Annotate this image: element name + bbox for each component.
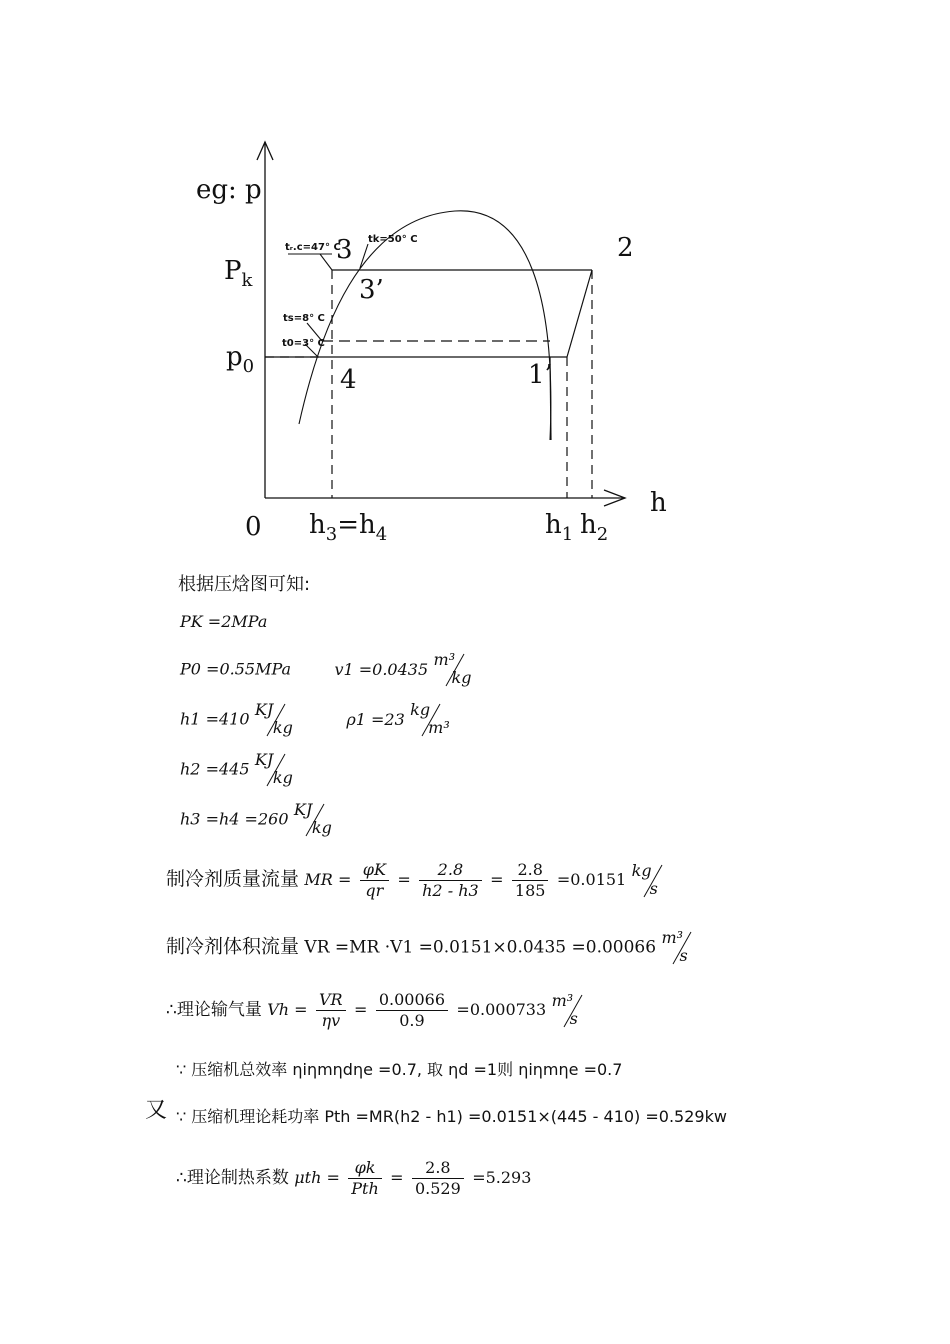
- h3-h4-row: h3 =h4 =260 KJ kg: [180, 802, 340, 838]
- point-2-label: 2: [617, 233, 634, 263]
- p0-v1-row: P0 =0.55MPa v1 =0.0435 m³ kg: [180, 652, 480, 688]
- theo-unit: m³ s: [552, 993, 598, 1029]
- y-axis-label: eg: p: [196, 175, 262, 205]
- h1-rho-row: h1 =410 KJ kg ρ1 =23 kg m³: [180, 702, 456, 738]
- ts-label: ts=8° C: [283, 313, 325, 324]
- h2-unit: KJ kg: [254, 750, 293, 787]
- pk-value: PK =2MPa: [180, 612, 268, 631]
- tk-leader: [360, 244, 368, 268]
- t0-label: t0=3° C: [282, 338, 325, 349]
- vol-unit: m³ s: [661, 930, 707, 966]
- h34-unit: KJ kg: [293, 800, 332, 837]
- point-3-label: 3: [336, 235, 353, 265]
- pressure-enthalpy-diagram: [0, 0, 950, 560]
- point-1prime-label: 1’: [528, 360, 553, 390]
- cop-row: ∴理论制热系数 μth = $\frac{\varphi k}{\text{Pth}}$ = $\frac{2.8}{0.529}$ =5.293: [176, 1158, 532, 1198]
- mass-flow-row: 制冷剂质量流量 MR = $\frac{\varphi K}{qr}$ = $\frac{2.8}{h2 - h3}$ = $\frac{2.8}{185}$ =0.0151 kg s: [166, 860, 678, 901]
- origin-label: 0: [245, 512, 262, 542]
- h2-label: $h_2$: [580, 510, 609, 545]
- mass-unit: kg s: [632, 863, 678, 899]
- pk-label: $P_k$: [224, 256, 253, 291]
- p0-label: $p_0$: [226, 342, 255, 377]
- power-row: ∵ 压缩机理论耗功率 Pth =MR(h2 - h1) =0.0151×(445 - 410) =0.529kw: [176, 1107, 727, 1126]
- theoretical-displacement-row: ∴理论输气量 Vh = $\frac{VR}{\eta v}$ = $\frac{0.00066}{0.9}$ =0.000733 m³ s: [166, 990, 598, 1031]
- h2-row: h2 =445 KJ kg: [180, 752, 301, 788]
- h1-unit: KJ kg: [254, 700, 293, 737]
- intro-text: 根据压焓图可知:: [178, 574, 311, 595]
- trc-label: tᵣ.c=47° C: [285, 242, 341, 253]
- h3-h4-label: $h_3=h_4$: [309, 510, 388, 545]
- volume-flow-row: 制冷剂体积流量 VR =MR ·V1 =0.0151×0.0435 =0.00066 m³ s: [166, 930, 707, 966]
- point-3prime-label: 3’: [359, 275, 384, 305]
- efficiency-row: ∵ 压缩机总效率 ηiηmηdηe =0.7, 取 ηd =1则 ηiηmηe =0.7: [176, 1060, 623, 1079]
- v1-unit: m³ kg: [433, 650, 472, 687]
- tk-label: tk=50° C: [368, 234, 418, 245]
- x-axis-label: h: [650, 488, 667, 518]
- rho-unit: kg m³: [410, 700, 450, 737]
- you-label: 又: [145, 1098, 168, 1123]
- compression-line: [567, 270, 592, 357]
- h1-label: $h_1$: [545, 510, 574, 545]
- point-4-label: 4: [340, 365, 357, 395]
- trc-leader: [320, 254, 332, 270]
